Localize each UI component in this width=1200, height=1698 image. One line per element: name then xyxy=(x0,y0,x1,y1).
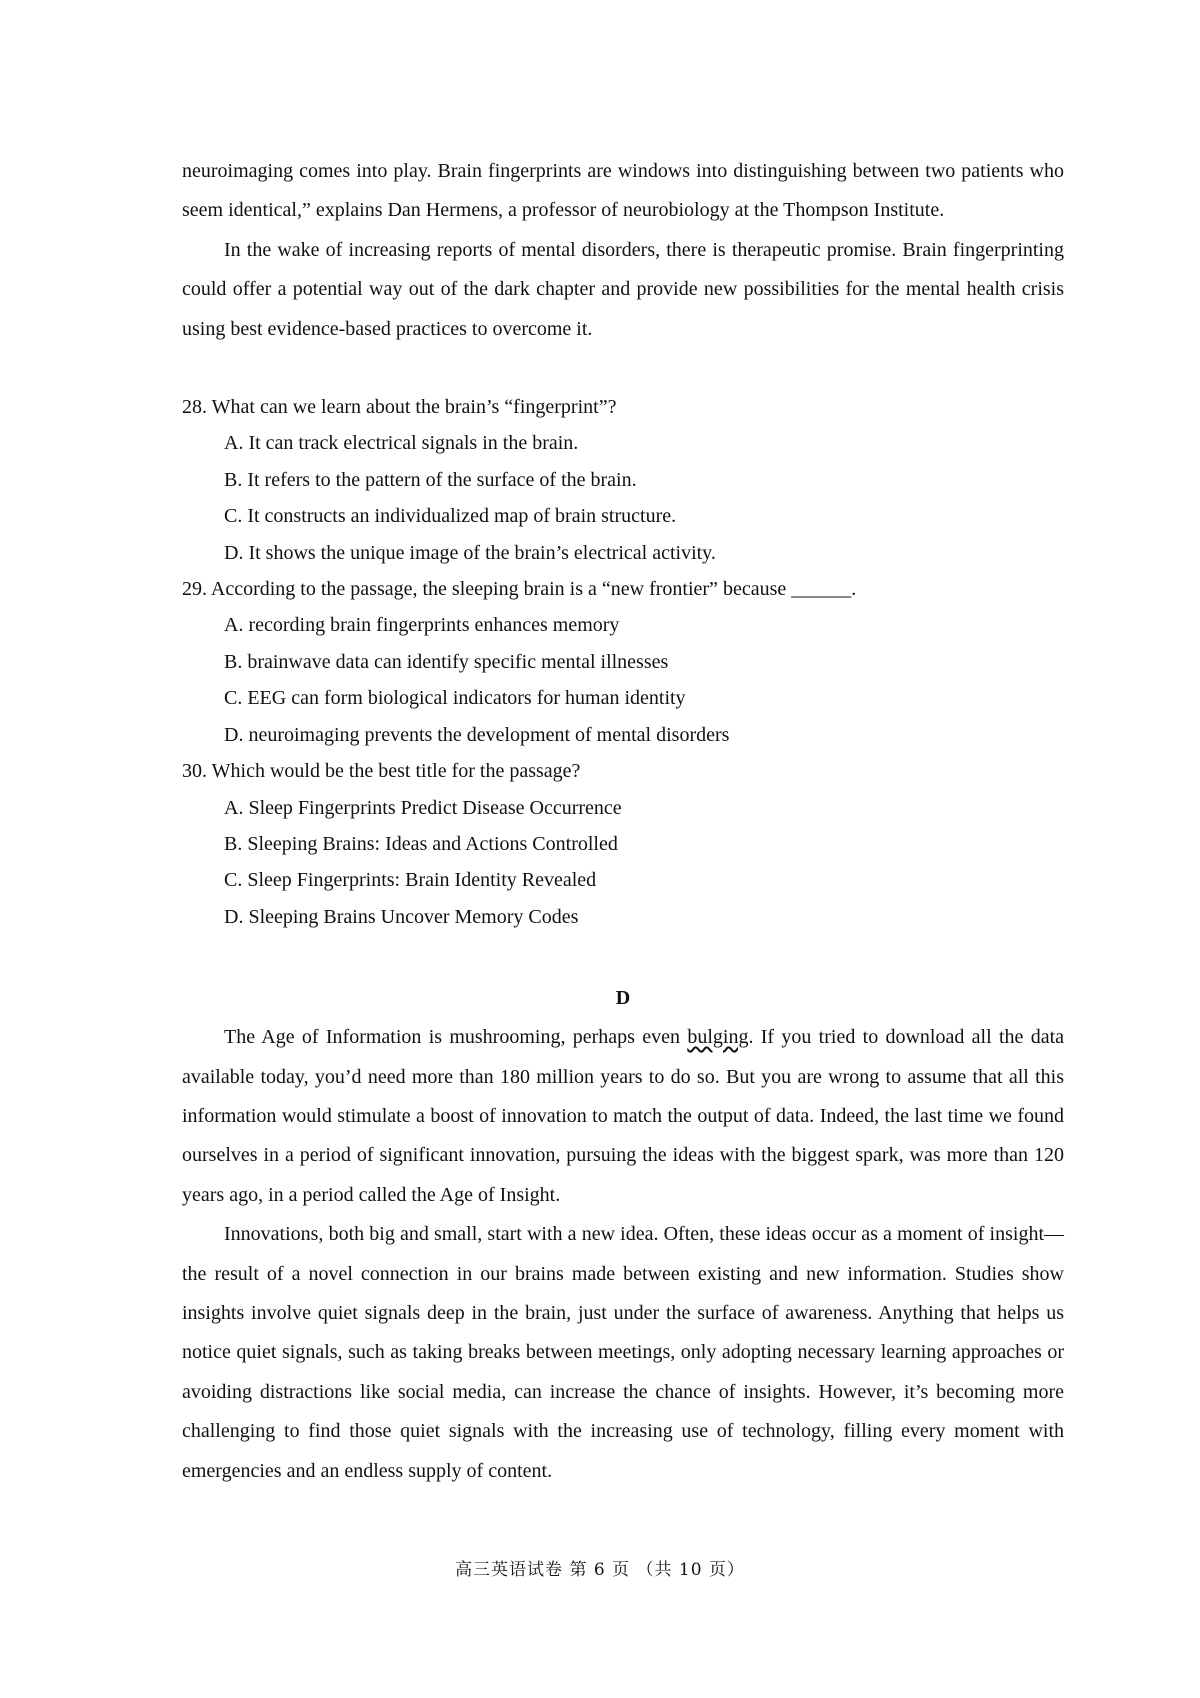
passage-c-paragraph-2: In the wake of increasing reports of mental disorders, there is therapeutic promise. Brain fingerprinting could offer a potential way out of the dark chapter and provide new possibilities for the mental health crisis using best evidence-based practices to overcome it. xyxy=(182,238,1064,340)
underlined-word: bulging xyxy=(687,1026,749,1049)
question-stem: 28. What can we learn about the brain’s “fingerprint”? xyxy=(182,396,617,419)
passage-d-paragraph-2: Innovations, both big and small, start with a new idea. Often, these ideas occur as a moment of insight—the result of a novel connection in our brains made between existing and new information. Studies show insights involve quiet signals deep in the brain, just under the surface of awareness. Anything that helps us notice quiet signals, such as taking breaks between meetings, only adopting necessary learning approaches or avoiding distractions like social media, can increase the chance of insights. However, it’s becoming more challenging to find those quiet signals with the increasing use of technology, filling every moment with emergencies and an endless supply of content. xyxy=(182,1223,1064,1482)
option-c: C. It constructs an individualized map of brain structure. xyxy=(224,505,677,528)
option-b: B. Sleeping Brains: Ideas and Actions Controlled xyxy=(224,832,618,855)
question-stem: 29. According to the passage, the sleeping brain is a “new frontier” because ______. xyxy=(182,578,857,601)
question-28 xyxy=(182,389,1064,571)
option-d: D. It shows the unique image of the brain’s electrical activity. xyxy=(224,541,716,564)
passage-c-paragraph-1: neuroimaging comes into play. Brain fingerprints are windows into distinguishing between two patients who seem identical,” explains Dan Hermens, a professor of neurobiology at the Thompson Institute. xyxy=(182,160,1064,222)
question-29 xyxy=(182,571,1064,753)
question-stem: 30. Which would be the best title for the passage? xyxy=(182,760,581,783)
passage-d-p1-start: The Age of Information is mushrooming, perhaps even xyxy=(224,1026,688,1049)
option-a: A. Sleep Fingerprints Predict Disease Occurrence xyxy=(224,796,622,819)
option-d: D. Sleeping Brains Uncover Memory Codes xyxy=(224,905,579,928)
section-d-title: D xyxy=(615,987,631,1010)
option-a: A. recording brain fingerprints enhances memory xyxy=(224,614,620,637)
exam-page xyxy=(182,152,1064,1491)
option-d: D. neuroimaging prevents the development of mental disorders xyxy=(224,723,730,746)
question-30 xyxy=(182,753,1064,935)
option-b: B. brainwave data can identify specific mental illnesses xyxy=(224,650,669,673)
passage-d-p1-rest: . If you tried to download all the data available today, you’d need more than 180 million years to do so. But you are wrong to assume that all this information would stimulate a boost of innovation to match the output of data. Indeed, the last time we found ourselves in a period of significant innovation, pursuing the ideas with the biggest spark, was more than 120 years ago, in a period called the Age of Insight. xyxy=(182,1026,1065,1206)
option-b: B. It refers to the pattern of the surface of the brain. xyxy=(224,468,637,491)
option-a: A. It can track electrical signals in the brain. xyxy=(224,432,579,455)
page-footer: 高三英语试卷 第 6 页 （共 10 页） xyxy=(455,1560,745,1580)
question-list xyxy=(182,389,1064,935)
option-c: C. Sleep Fingerprints: Brain Identity Revealed xyxy=(224,869,597,892)
passage-d-paragraph-1 xyxy=(182,1018,1064,1215)
option-c: C. EEG can form biological indicators for human identity xyxy=(224,687,686,710)
